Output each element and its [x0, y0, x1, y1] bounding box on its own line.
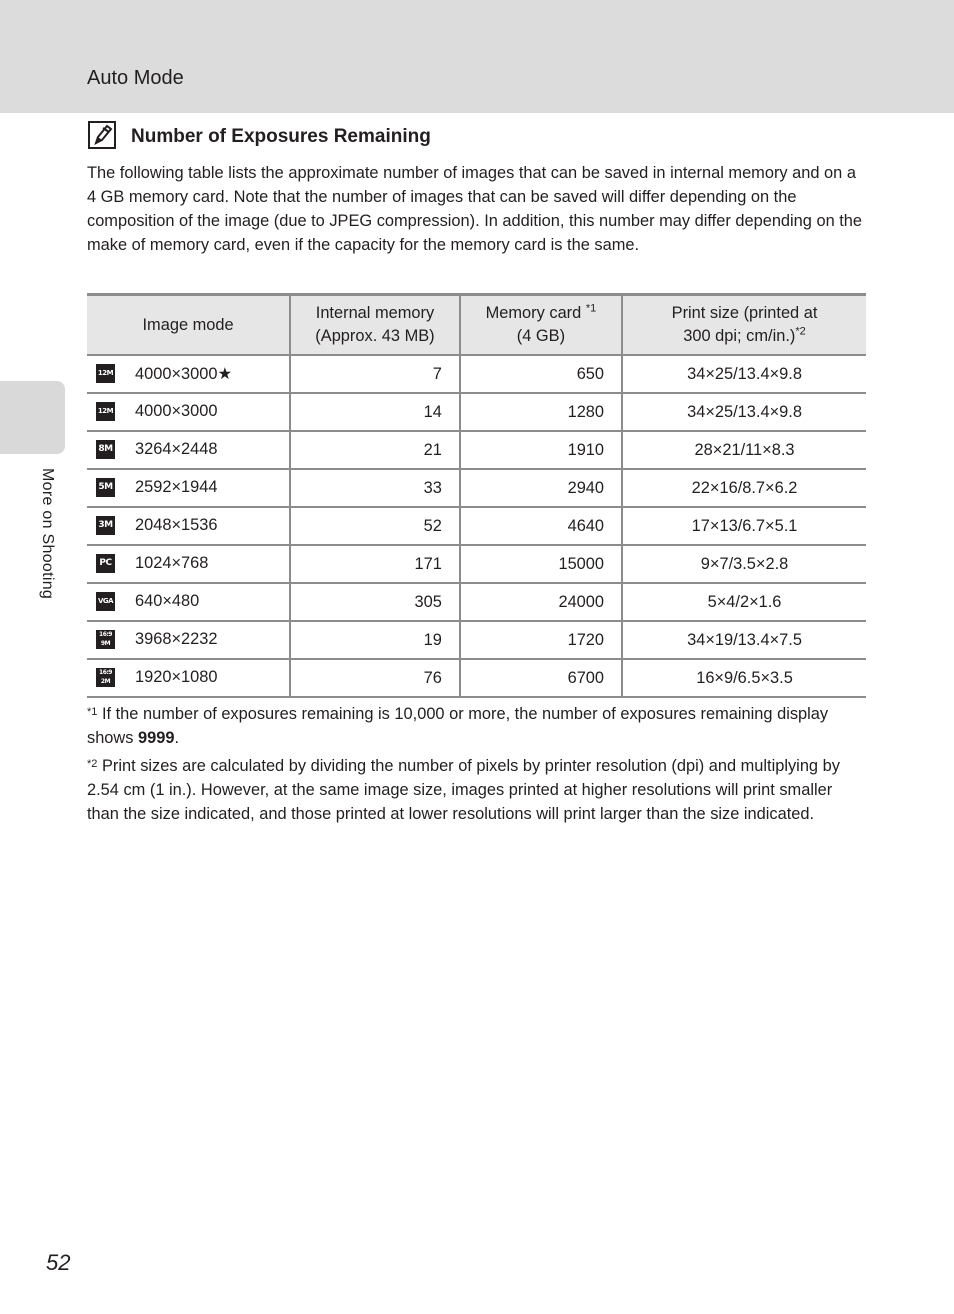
image-mode-icon: 3M — [96, 516, 115, 535]
footnote-1-text: If the number of exposures remaining is 10,000 or more, the number of exposures remaining display shows — [87, 705, 829, 747]
header-internal-memory: Internal memory (Approx. 43 MB) — [290, 295, 460, 356]
print-size: 5×4/2×1.6 — [622, 583, 866, 621]
internal-memory-count: 76 — [290, 659, 460, 697]
header-image-mode: Image mode — [87, 295, 290, 356]
memory-card-count: 1720 — [460, 621, 622, 659]
image-mode-cell — [87, 545, 290, 583]
image-mode-icon: 8M — [96, 440, 115, 459]
note-heading: Number of Exposures Remaining — [131, 126, 431, 147]
image-mode-icon: 12M — [96, 402, 115, 421]
exposures-table — [87, 293, 866, 698]
image-mode-cell — [87, 355, 290, 393]
memory-card-count: 1280 — [460, 393, 622, 431]
table-header-row — [87, 295, 866, 356]
internal-memory-count: 14 — [290, 393, 460, 431]
print-size: 34×25/13.4×9.8 — [622, 393, 866, 431]
image-mode-cell — [87, 469, 290, 507]
image-mode-cell — [87, 393, 290, 431]
memory-card-count: 24000 — [460, 583, 622, 621]
print-size: 34×25/13.4×9.8 — [622, 355, 866, 393]
internal-memory-count: 305 — [290, 583, 460, 621]
print-size: 34×19/13.4×7.5 — [622, 621, 866, 659]
footnote-2: $^{*2}$ Print sizes are calculated by dividing the number of pixels by printer resolution (dpi) and multiplying by 2.54 cm (1 in.). However, at the same image size, images printed at higher resolutions will print smaller than the size indicated, and those printed at lower resolutions will print larger than the size indicated. — [87, 757, 840, 823]
internal-memory-count: 33 — [290, 469, 460, 507]
image-mode-icon: 5M — [96, 478, 115, 497]
footnote-1: $^{*1}$ If the number of exposures remaining is 10,000 or more, the number of exposures remaining display shows 9999. — [87, 705, 829, 747]
image-mode-icon: PC — [96, 554, 115, 573]
print-size: 16×9/6.5×3.5 — [622, 659, 866, 697]
image-mode-label: 3264×2448 — [135, 440, 218, 458]
image-mode-cell — [87, 507, 290, 545]
header-memory-card: Memory card $^{*1}$ (4 GB) — [460, 295, 622, 356]
image-mode-label: 2048×1536 — [135, 516, 218, 534]
image-mode-cell — [87, 659, 290, 697]
image-mode-label: 1024×768 — [135, 554, 209, 572]
image-mode-icon: VGA — [96, 592, 115, 611]
page-number: 52 — [46, 1250, 71, 1275]
memory-card-count: 15000 — [460, 545, 622, 583]
print-size: 22×16/8.7×6.2 — [622, 469, 866, 507]
image-mode-label: 640×480 — [135, 592, 200, 610]
image-mode-icon: 12M — [96, 364, 115, 383]
table-row — [87, 621, 866, 659]
print-size: 28×21/11×8.3 — [622, 431, 866, 469]
side-tab-label: More on Shooting — [39, 468, 56, 600]
image-mode-icon: 16:9 9M — [96, 630, 115, 649]
internal-memory-count: 171 — [290, 545, 460, 583]
image-mode-cell — [87, 621, 290, 659]
internal-memory-count: 52 — [290, 507, 460, 545]
image-mode-label: 3968×2232 — [135, 630, 218, 648]
table-row — [87, 431, 866, 469]
memory-card-count: 650 — [460, 355, 622, 393]
internal-memory-count: 21 — [290, 431, 460, 469]
table-row — [87, 507, 866, 545]
memory-card-count: 6700 — [460, 659, 622, 697]
image-mode-label: 2592×1944 — [135, 478, 218, 496]
footnote-2-text: Print sizes are calculated by dividing the number of pixels by printer resolution (dpi) and multiplying by 2.54 cm (1 in.). However, at the same image size, images printed at higher resolutions will print smaller than the size indicated, and those printed at lower resolutions will print larger than the size indicated. — [87, 757, 840, 823]
intro-paragraph: The following table lists the approximate number of images that can be saved in internal memory and on a 4 GB memory card. Note that the number of images that can be saved will differ depending on the composition of the image (due to JPEG compression). In addition, this number may differ depending on the make of memory card, even if the capacity for the memory card is the same. — [87, 164, 863, 254]
print-size: 17×13/6.7×5.1 — [622, 507, 866, 545]
print-size: 9×7/3.5×2.8 — [622, 545, 866, 583]
header-print-size: Print size (printed at 300 dpi; cm/in.)$^{*2}$ — [622, 295, 866, 356]
internal-memory-count: 7 — [290, 355, 460, 393]
memory-card-count: 4640 — [460, 507, 622, 545]
memory-card-count: 1910 — [460, 431, 622, 469]
side-tab — [0, 381, 65, 454]
memory-card-count: 2940 — [460, 469, 622, 507]
table-row — [87, 393, 866, 431]
table-row — [87, 583, 866, 621]
pencil-note-icon — [88, 121, 116, 149]
image-mode-label: 4000×3000★ — [135, 365, 233, 383]
section-title: Auto Mode — [87, 67, 184, 89]
table-row — [87, 469, 866, 507]
table-row — [87, 355, 866, 393]
image-mode-cell — [87, 583, 290, 621]
image-mode-label: 1920×1080 — [135, 668, 218, 686]
header-band — [0, 0, 954, 113]
image-mode-cell — [87, 431, 290, 469]
footnote-1-bold: 9999 — [138, 729, 175, 747]
image-mode-icon: 16:9 2M — [96, 668, 115, 687]
table-row — [87, 659, 866, 697]
table-row — [87, 545, 866, 583]
internal-memory-count: 19 — [290, 621, 460, 659]
image-mode-label: 4000×3000 — [135, 402, 218, 420]
